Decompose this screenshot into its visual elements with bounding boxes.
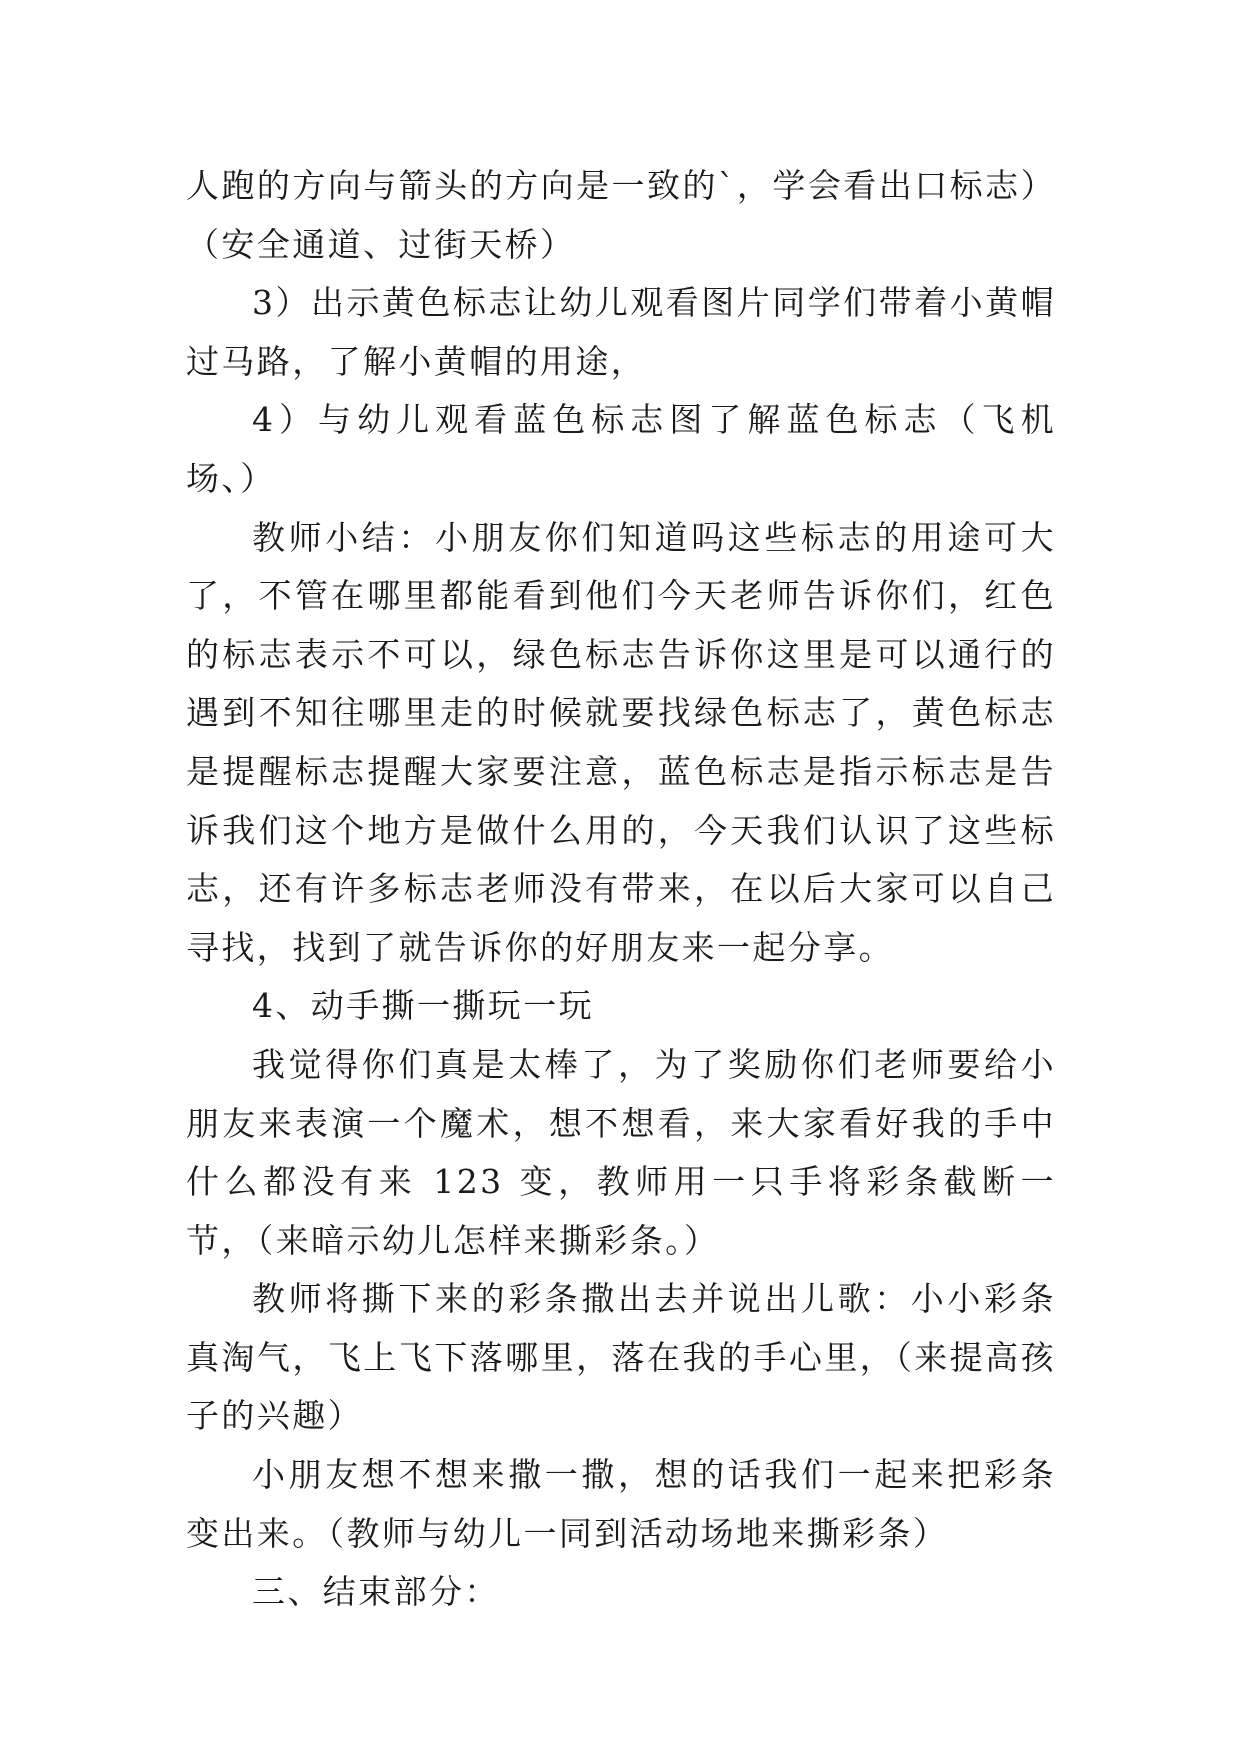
document-body <box>186 157 1056 1622</box>
paragraph-continuation: 人跑的方向与箭头的方向是一致的`，学会看出口标志）（安全通道、过街天桥） <box>186 166 1056 264</box>
paragraph-activity: 小朋友想不想来撒一撒，想的话我们一起来把彩条变出来。（教师与幼儿一同到活动场地来撕彩条） <box>186 1455 1056 1553</box>
paragraph-teacher-summary: 教师小结：小朋友你们知道吗这些标志的用途可大了，不管在哪里都能看到他们今天老师告诉你们，红色的标志表示不可以，绿色标志告诉你这里是可以通行的遇到不知往哪里走的时候就要找绿色标志了，黄色标志是提醒标志提醒大家要注意，蓝色标志是指示标志是告诉我们这个地方是做什么用的，今天我们认识了这些标志，还有许多标志老师没有带来，在以后大家可以自己寻找，找到了就告诉你的好朋友来一起分享。 <box>186 517 1056 967</box>
section-heading-ending: 三、结束部分： <box>252 1572 500 1612</box>
paragraph-magic-trick: 我觉得你们真是太棒了，为了奖励你们老师要给小朋友来表演一个魔术，想不想看，来大家看好我的手中什么都没有来 123 变，教师用一只手将彩条截断一节，（来暗示幼儿怎样来撕彩条。） <box>186 1044 1056 1260</box>
paragraph-nursery-rhyme: 教师将撕下来的彩条撒出去并说出儿歌：小小彩条真淘气，飞上飞下落哪里，落在我的手心里，（来提高孩子的兴趣） <box>186 1279 1056 1436</box>
paragraph-blue-sign: 4）与幼儿观看蓝色标志图了解蓝色标志（飞机场、） <box>186 400 1056 498</box>
section-heading-tear-and-play: 4、动手撕一撕玩一玩 <box>252 986 594 1026</box>
paragraph-yellow-sign: 3）出示黄色标志让幼儿观看图片同学们带着小黄帽过马路，了解小黄帽的用途， <box>186 283 1056 381</box>
